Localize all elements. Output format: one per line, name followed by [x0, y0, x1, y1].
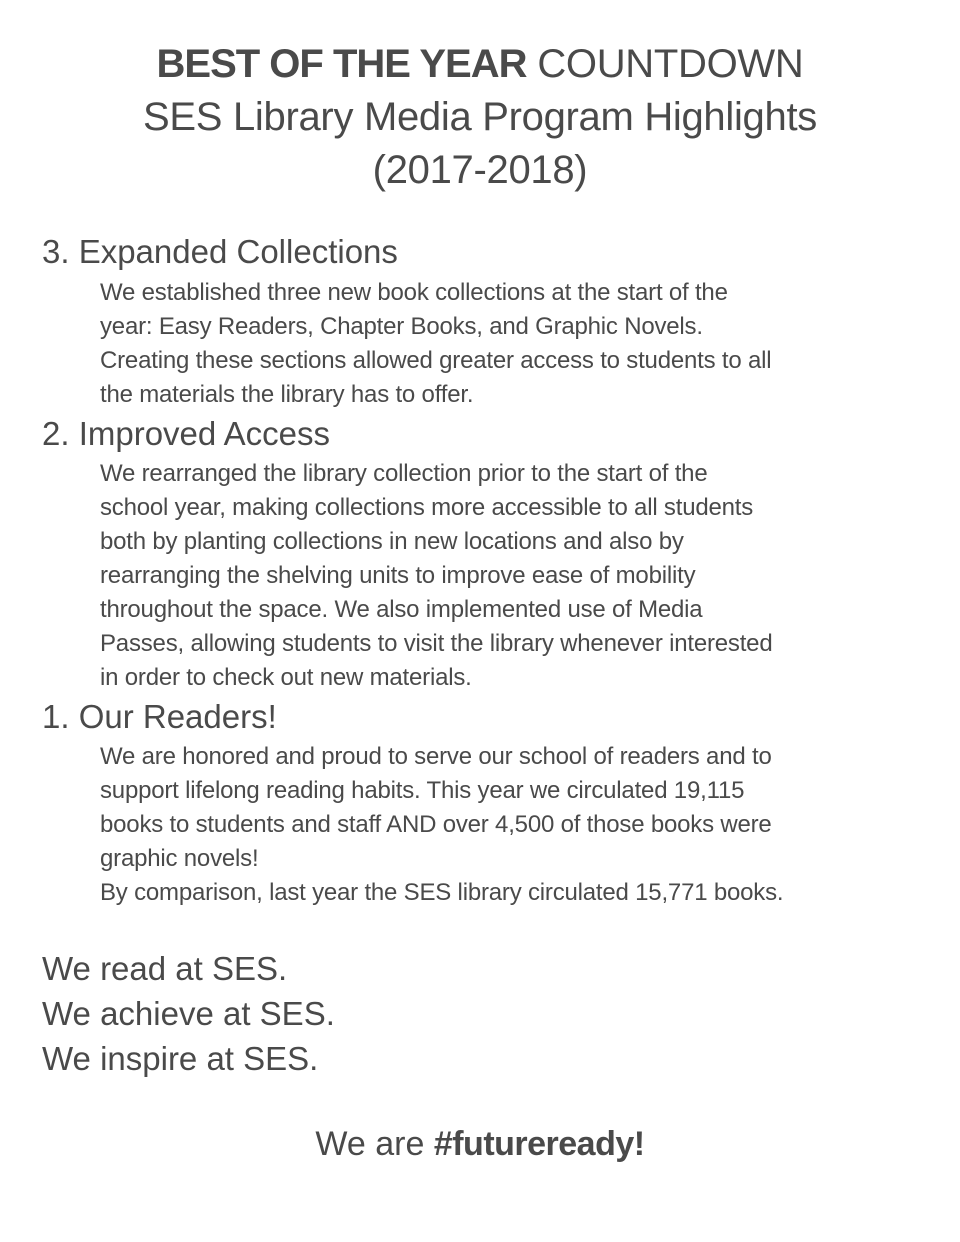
body-line: throughout the space. We also implemented use of Media [100, 596, 703, 623]
slogan-list [42, 946, 335, 1081]
body-line: both by planting collections in new locations and also by [100, 528, 684, 555]
slogan-achieve: We achieve at SES. [42, 995, 335, 1032]
body-line: Passes, allowing students to visit the library whenever interested [100, 630, 773, 657]
section-body-improved-access [100, 457, 930, 695]
school-year: (2017-2018) [372, 148, 588, 192]
slogan-inspire: We inspire at SES. [42, 1040, 319, 1077]
body-line: By comparison, last year the SES library circulated 15,771 books. [100, 879, 784, 906]
body-line: Creating these sections allowed greater access to students to all [100, 347, 772, 374]
title-rest: COUNTDOWN [526, 42, 804, 86]
body-line: rearranging the shelving units to improve ease of mobility [100, 562, 696, 589]
body-line: the materials the library has to offer. [100, 381, 474, 408]
section-heading-our-readers: 1. Our Readers! [42, 698, 277, 735]
section-body-expanded-collections [100, 276, 930, 412]
body-line: We established three new book collections at the start of the [100, 279, 728, 306]
slogan-read: We read at SES. [42, 950, 288, 987]
section-heading-expanded-collections: 3. Expanded Collections [42, 233, 398, 270]
body-line: year: Easy Readers, Chapter Books, and Graphic Novels. [100, 313, 703, 340]
title-line [0, 38, 960, 91]
section-heading-improved-access: 2. Improved Access [42, 415, 330, 452]
body-line: books to students and staff AND over 4,500 of those books were [100, 811, 772, 838]
title-bold: BEST OF THE YEAR [156, 42, 527, 86]
tagline-hashtag: #futureready! [433, 1125, 645, 1163]
tagline-prefix: We are [315, 1125, 434, 1163]
body-line: We are honored and proud to serve our school of readers and to [100, 743, 772, 770]
body-line: We rearranged the library collection prior to the start of the [100, 460, 708, 487]
tagline [0, 1122, 960, 1166]
body-line: in order to check out new materials. [100, 664, 472, 691]
section-body-our-readers [100, 740, 930, 910]
body-line: support lifelong reading habits. This year we circulated 19,115 [100, 777, 745, 804]
body-line: school year, making collections more accessible to all students [100, 494, 754, 521]
subtitle: SES Library Media Program Highlights [143, 95, 817, 139]
document-header [0, 38, 960, 197]
body-line: graphic novels! [100, 845, 259, 872]
